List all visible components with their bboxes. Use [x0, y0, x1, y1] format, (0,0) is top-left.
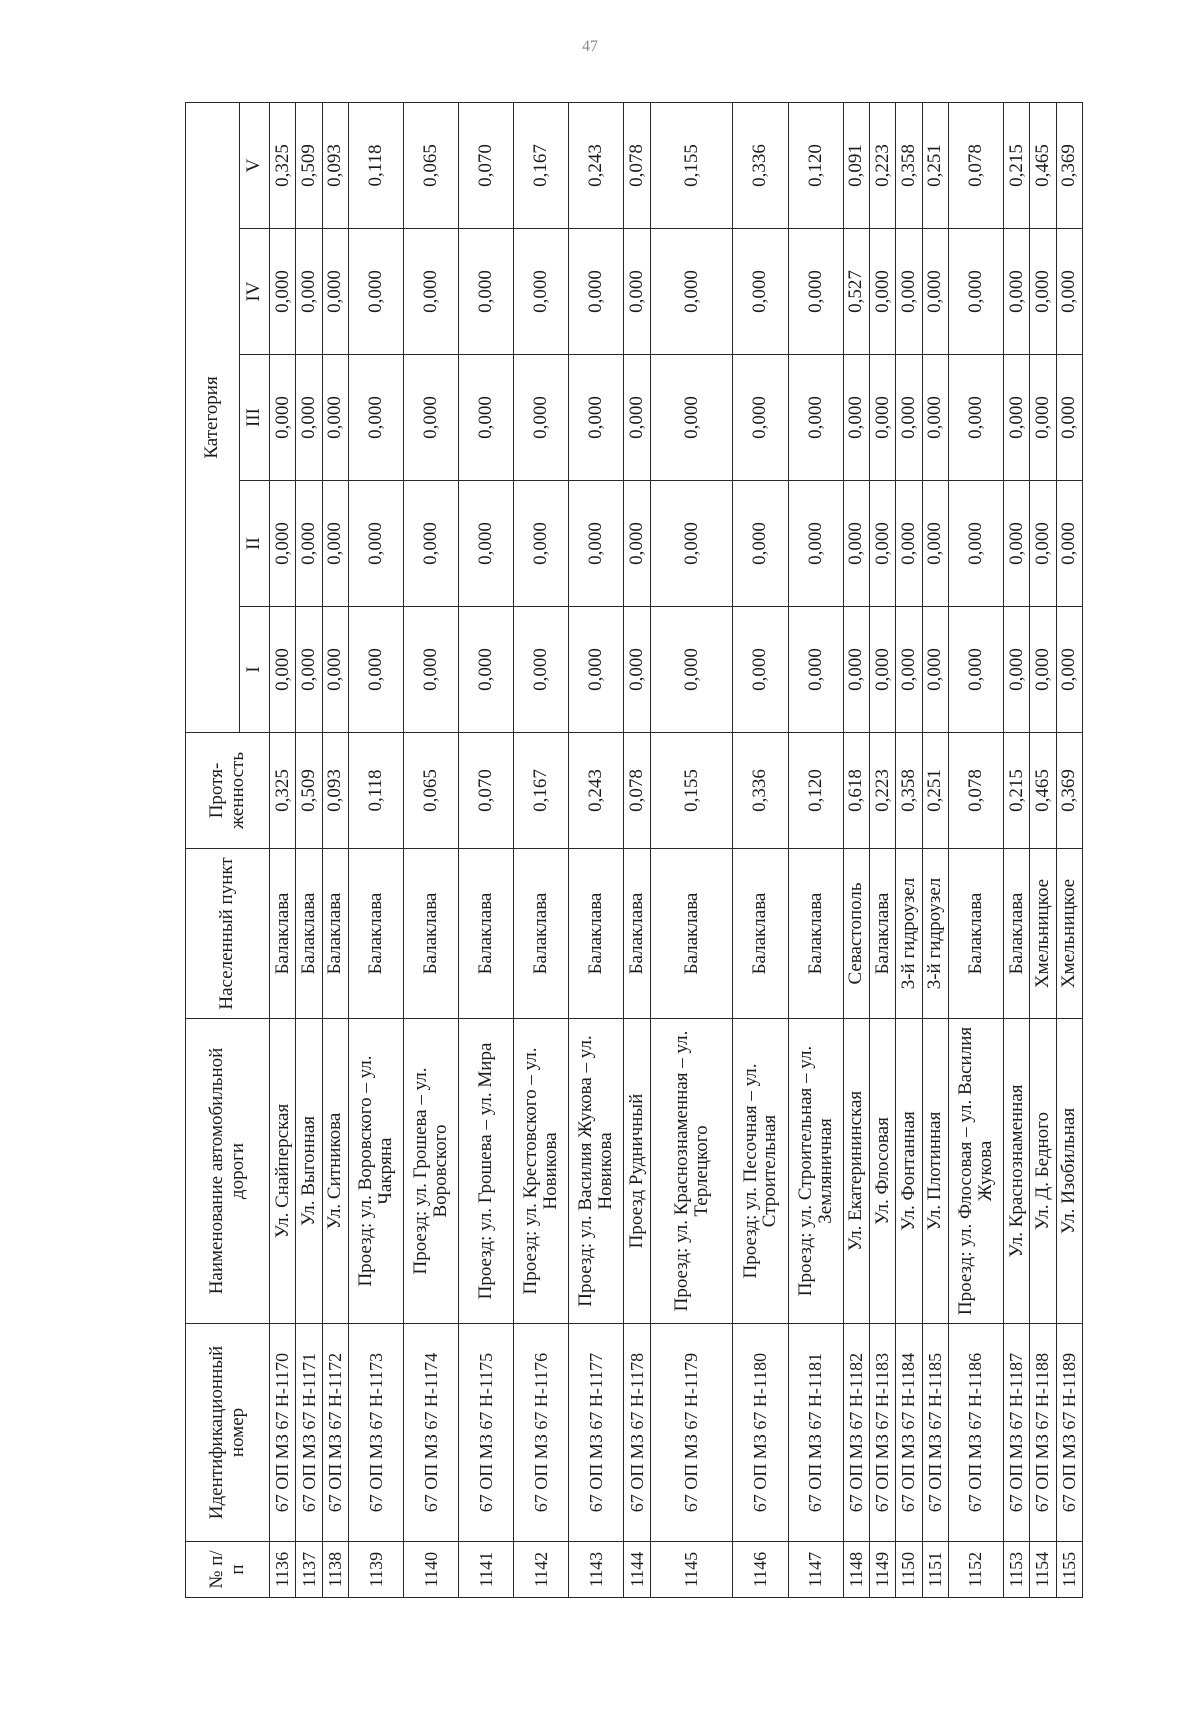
road-name: Ул. Выгонная [296, 1019, 322, 1324]
row-id: 67 ОП МЗ 67 Н-1189 [1056, 1324, 1082, 1542]
category-5-value: 0,369 [1056, 102, 1082, 228]
category-3-value: 0,000 [948, 355, 1003, 481]
road-name: Проезд: ул. Краснознаменная – ул. Терлецкого [650, 1019, 733, 1324]
category-5-value: 0,120 [788, 102, 843, 228]
col-header-cat-5: V [240, 102, 270, 228]
category-1-value: 0,000 [459, 607, 514, 733]
category-4-value: 0,000 [922, 229, 948, 355]
row-id: 67 ОП МЗ 67 Н-1179 [650, 1324, 733, 1542]
settlement: Балаклава [869, 849, 895, 1019]
category-1-value: 0,000 [348, 607, 403, 733]
settlement: Балаклава [404, 849, 459, 1019]
settlement: Балаклава [296, 849, 322, 1019]
category-1-value: 0,000 [896, 607, 922, 733]
category-5-value: 0,358 [896, 102, 922, 228]
road-name: Ул. Ситникова [322, 1019, 348, 1324]
table-row [733, 102, 788, 1597]
category-4-value: 0,000 [322, 229, 348, 355]
table-row [296, 102, 322, 1597]
category-2-value: 0,000 [896, 481, 922, 607]
length-value: 0,251 [922, 733, 948, 849]
category-5-value: 0,215 [1003, 102, 1029, 228]
row-id: 67 ОП МЗ 67 Н-1188 [1030, 1324, 1056, 1542]
table-body [270, 102, 1083, 1597]
road-name: Ул. Фонтанная [896, 1019, 922, 1324]
category-1-value: 0,000 [1030, 607, 1056, 733]
category-5-value: 0,078 [624, 102, 650, 228]
category-1-value: 0,000 [733, 607, 788, 733]
category-5-value: 0,223 [869, 102, 895, 228]
table-row [948, 102, 1003, 1597]
road-name: Проезд: ул. Строительная – ул. Земляничная [788, 1019, 843, 1324]
row-number: 1151 [922, 1542, 948, 1598]
table-row [322, 102, 348, 1597]
category-2-value: 0,000 [322, 481, 348, 607]
length-value: 0,243 [569, 733, 624, 849]
settlement: Балаклава [569, 849, 624, 1019]
row-number: 1154 [1030, 1542, 1056, 1598]
category-5-value: 0,091 [843, 102, 869, 228]
row-number: 1153 [1003, 1542, 1029, 1598]
settlement: Севастополь [843, 849, 869, 1019]
category-1-value: 0,000 [270, 607, 296, 733]
row-number: 1145 [650, 1542, 733, 1598]
length-value: 0,155 [650, 733, 733, 849]
row-id: 67 ОП МЗ 67 Н-1173 [348, 1324, 403, 1542]
category-2-value: 0,000 [843, 481, 869, 607]
settlement: Балаклава [624, 849, 650, 1019]
category-4-value: 0,000 [569, 229, 624, 355]
road-name: Проезд Рудничный [624, 1019, 650, 1324]
length-value: 0,065 [404, 733, 459, 849]
category-2-value: 0,000 [948, 481, 1003, 607]
category-3-value: 0,000 [404, 355, 459, 481]
length-value: 0,325 [270, 733, 296, 849]
category-2-value: 0,000 [869, 481, 895, 607]
category-3-value: 0,000 [1056, 355, 1082, 481]
category-2-value: 0,000 [1030, 481, 1056, 607]
table-row [624, 102, 650, 1597]
row-id: 67 ОП МЗ 67 Н-1178 [624, 1324, 650, 1542]
category-1-value: 0,000 [322, 607, 348, 733]
row-id: 67 ОП МЗ 67 Н-1177 [569, 1324, 624, 1542]
row-number: 1138 [322, 1542, 348, 1598]
category-5-value: 0,078 [948, 102, 1003, 228]
road-name: Ул. Изобильная [1056, 1019, 1082, 1324]
category-3-value: 0,000 [514, 355, 569, 481]
table-row [514, 102, 569, 1597]
category-3-value: 0,000 [788, 355, 843, 481]
roads-register-table [185, 102, 1083, 1598]
row-number: 1144 [624, 1542, 650, 1598]
category-2-value: 0,000 [922, 481, 948, 607]
category-1-value: 0,000 [922, 607, 948, 733]
col-header-id: Идентификационный номер [186, 1324, 270, 1542]
category-2-value: 0,000 [569, 481, 624, 607]
settlement: Балаклава [1003, 849, 1029, 1019]
category-3-value: 0,000 [270, 355, 296, 481]
length-value: 0,167 [514, 733, 569, 849]
category-4-value: 0,000 [948, 229, 1003, 355]
road-name: Ул. Краснознаменная [1003, 1019, 1029, 1324]
table-row [348, 102, 403, 1597]
table-row [788, 102, 843, 1597]
col-header-name: Наименование автомобильной дороги [186, 1019, 270, 1324]
category-1-value: 0,000 [1003, 607, 1029, 733]
row-number: 1140 [404, 1542, 459, 1598]
table-row [1003, 102, 1029, 1597]
category-1-value: 0,000 [869, 607, 895, 733]
row-number: 1155 [1056, 1542, 1082, 1598]
category-3-value: 0,000 [624, 355, 650, 481]
category-1-value: 0,000 [296, 607, 322, 733]
category-1-value: 0,000 [843, 607, 869, 733]
category-3-value: 0,000 [1003, 355, 1029, 481]
category-5-value: 0,509 [296, 102, 322, 228]
category-3-value: 0,000 [322, 355, 348, 481]
category-5-value: 0,336 [733, 102, 788, 228]
row-number: 1142 [514, 1542, 569, 1598]
row-id: 67 ОП МЗ 67 Н-1174 [404, 1324, 459, 1542]
category-3-value: 0,000 [650, 355, 733, 481]
category-4-value: 0,000 [788, 229, 843, 355]
length-value: 0,118 [348, 733, 403, 849]
settlement: Балаклава [948, 849, 1003, 1019]
category-4-value: 0,000 [733, 229, 788, 355]
row-number: 1147 [788, 1542, 843, 1598]
category-4-value: 0,000 [348, 229, 403, 355]
settlement: 3-й гидроузел [922, 849, 948, 1019]
category-2-value: 0,000 [1056, 481, 1082, 607]
category-1-value: 0,000 [404, 607, 459, 733]
row-id: 67 ОП МЗ 67 Н-1186 [948, 1324, 1003, 1542]
length-value: 0,465 [1030, 733, 1056, 849]
category-2-value: 0,000 [404, 481, 459, 607]
header-row-top [186, 102, 240, 1597]
row-id: 67 ОП МЗ 67 Н-1172 [322, 1324, 348, 1542]
category-4-value: 0,000 [869, 229, 895, 355]
row-number: 1148 [843, 1542, 869, 1598]
row-id: 67 ОП МЗ 67 Н-1176 [514, 1324, 569, 1542]
category-2-value: 0,000 [348, 481, 403, 607]
category-2-value: 0,000 [1003, 481, 1029, 607]
col-header-num: № п/п [186, 1542, 270, 1598]
row-id: 67 ОП МЗ 67 Н-1180 [733, 1324, 788, 1542]
category-4-value: 0,000 [270, 229, 296, 355]
table-row [896, 102, 922, 1597]
table-row [404, 102, 459, 1597]
road-name: Проезд: ул. Василия Жукова – ул. Новикова [569, 1019, 624, 1324]
category-4-value: 0,000 [624, 229, 650, 355]
settlement: Балаклава [788, 849, 843, 1019]
category-2-value: 0,000 [624, 481, 650, 607]
category-3-value: 0,000 [733, 355, 788, 481]
category-4-value: 0,000 [404, 229, 459, 355]
category-4-value: 0,000 [1056, 229, 1082, 355]
row-number: 1152 [948, 1542, 1003, 1598]
category-4-value: 0,000 [1030, 229, 1056, 355]
settlement: Хмельницкое [1056, 849, 1082, 1019]
road-name: Проезд: ул. Песочная – ул. Строительная [733, 1019, 788, 1324]
length-value: 0,078 [624, 733, 650, 849]
col-header-length: Протя-женность [186, 733, 270, 849]
category-2-value: 0,000 [270, 481, 296, 607]
category-2-value: 0,000 [733, 481, 788, 607]
row-id: 67 ОП МЗ 67 Н-1175 [459, 1324, 514, 1542]
row-id: 67 ОП МЗ 67 Н-1185 [922, 1324, 948, 1542]
category-2-value: 0,000 [459, 481, 514, 607]
settlement: Балаклава [514, 849, 569, 1019]
length-value: 0,223 [869, 733, 895, 849]
category-1-value: 0,000 [948, 607, 1003, 733]
category-5-value: 0,325 [270, 102, 296, 228]
category-1-value: 0,000 [514, 607, 569, 733]
col-header-category: Категория [186, 102, 240, 732]
row-id: 67 ОП МЗ 67 Н-1183 [869, 1324, 895, 1542]
row-number: 1139 [348, 1542, 403, 1598]
col-header-cat-2: II [240, 481, 270, 607]
category-1-value: 0,000 [569, 607, 624, 733]
rotated-table-wrapper [185, 103, 1083, 1598]
settlement: 3-й гидроузел [896, 849, 922, 1019]
road-name: Проезд: ул. Грошева – ул. Мира [459, 1019, 514, 1324]
road-name: Ул. Снайперская [270, 1019, 296, 1324]
settlement: Балаклава [733, 849, 788, 1019]
length-value: 0,093 [322, 733, 348, 849]
col-header-cat-1: I [240, 607, 270, 733]
category-3-value: 0,000 [896, 355, 922, 481]
category-5-value: 0,167 [514, 102, 569, 228]
category-2-value: 0,000 [296, 481, 322, 607]
category-2-value: 0,000 [514, 481, 569, 607]
table-row [869, 102, 895, 1597]
category-5-value: 0,065 [404, 102, 459, 228]
category-5-value: 0,118 [348, 102, 403, 228]
settlement: Балаклава [650, 849, 733, 1019]
category-3-value: 0,000 [569, 355, 624, 481]
col-header-cat-3: III [240, 355, 270, 481]
table-row [922, 102, 948, 1597]
category-3-value: 0,000 [922, 355, 948, 481]
row-number: 1146 [733, 1542, 788, 1598]
length-value: 0,369 [1056, 733, 1082, 849]
category-4-value: 0,000 [514, 229, 569, 355]
row-number: 1143 [569, 1542, 624, 1598]
road-name: Ул. Екатерининская [843, 1019, 869, 1324]
category-4-value: 0,000 [650, 229, 733, 355]
category-3-value: 0,000 [869, 355, 895, 481]
category-1-value: 0,000 [624, 607, 650, 733]
table-row [569, 102, 624, 1597]
road-name: Ул. Д. Бедного [1030, 1019, 1056, 1324]
row-id: 67 ОП МЗ 67 Н-1187 [1003, 1324, 1029, 1542]
settlement: Балаклава [270, 849, 296, 1019]
table-row [459, 102, 514, 1597]
settlement: Хмельницкое [1030, 849, 1056, 1019]
table-row [650, 102, 733, 1597]
category-1-value: 0,000 [650, 607, 733, 733]
category-4-value: 0,000 [896, 229, 922, 355]
row-number: 1141 [459, 1542, 514, 1598]
category-5-value: 0,243 [569, 102, 624, 228]
settlement: Балаклава [322, 849, 348, 1019]
length-value: 0,358 [896, 733, 922, 849]
category-4-value: 0,527 [843, 229, 869, 355]
table-row [1056, 102, 1082, 1597]
category-2-value: 0,000 [788, 481, 843, 607]
road-name: Ул. Плотинная [922, 1019, 948, 1324]
settlement: Балаклава [459, 849, 514, 1019]
road-name: Проезд: ул. Крестовского – ул. Новикова [514, 1019, 569, 1324]
row-id: 67 ОП МЗ 67 Н-1170 [270, 1324, 296, 1542]
table-row [270, 102, 296, 1597]
category-2-value: 0,000 [650, 481, 733, 607]
category-3-value: 0,000 [1030, 355, 1056, 481]
length-value: 0,618 [843, 733, 869, 849]
category-1-value: 0,000 [788, 607, 843, 733]
row-id: 67 ОП МЗ 67 Н-1184 [896, 1324, 922, 1542]
row-number: 1136 [270, 1542, 296, 1598]
road-name: Проезд: ул. Воровского – ул. Чакряна [348, 1019, 403, 1324]
length-value: 0,509 [296, 733, 322, 849]
col-header-cat-4: IV [240, 229, 270, 355]
category-5-value: 0,070 [459, 102, 514, 228]
category-4-value: 0,000 [459, 229, 514, 355]
category-3-value: 0,000 [459, 355, 514, 481]
category-5-value: 0,155 [650, 102, 733, 228]
category-5-value: 0,251 [922, 102, 948, 228]
settlement: Балаклава [348, 849, 403, 1019]
category-3-value: 0,000 [843, 355, 869, 481]
category-5-value: 0,093 [322, 102, 348, 228]
category-3-value: 0,000 [348, 355, 403, 481]
road-name: Проезд: ул. Грошева – ул. Воровского [404, 1019, 459, 1324]
row-number: 1149 [869, 1542, 895, 1598]
road-name: Ул. Флосовая [869, 1019, 895, 1324]
length-value: 0,215 [1003, 733, 1029, 849]
category-5-value: 0,465 [1030, 102, 1056, 228]
col-header-place: Населенный пункт [186, 849, 270, 1019]
row-id: 67 ОП МЗ 67 Н-1181 [788, 1324, 843, 1542]
table-row [1030, 102, 1056, 1597]
length-value: 0,078 [948, 733, 1003, 849]
row-number: 1137 [296, 1542, 322, 1598]
length-value: 0,120 [788, 733, 843, 849]
length-value: 0,336 [733, 733, 788, 849]
row-number: 1150 [896, 1542, 922, 1598]
category-3-value: 0,000 [296, 355, 322, 481]
row-id: 67 ОП МЗ 67 Н-1171 [296, 1324, 322, 1542]
table-row [843, 102, 869, 1597]
length-value: 0,070 [459, 733, 514, 849]
category-1-value: 0,000 [1056, 607, 1082, 733]
row-id: 67 ОП МЗ 67 Н-1182 [843, 1324, 869, 1542]
category-4-value: 0,000 [1003, 229, 1029, 355]
road-name: Проезд: ул. Флосовая – ул. Василия Жукова [948, 1019, 1003, 1324]
category-4-value: 0,000 [296, 229, 322, 355]
page-number: 47 [582, 38, 598, 55]
